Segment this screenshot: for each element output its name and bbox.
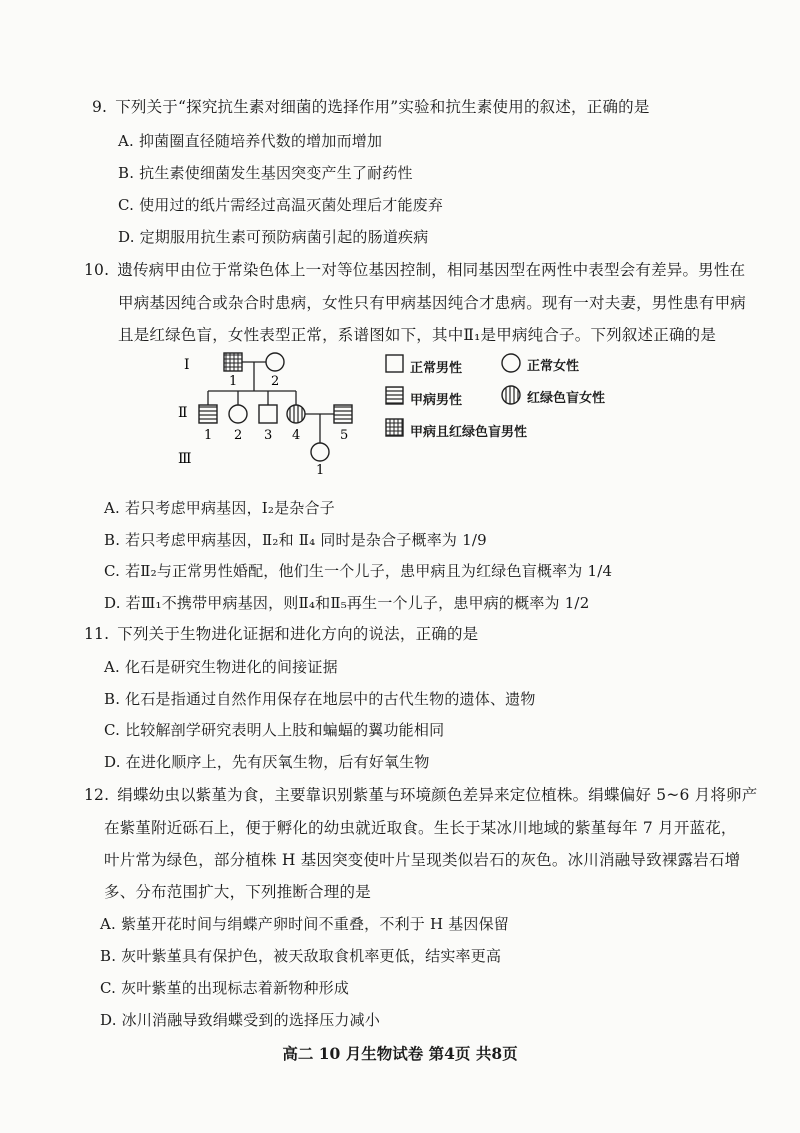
- gen1-number-2: 2: [271, 374, 280, 389]
- q9-option-d: D. 定期服用抗生素可预防病菌引起的肠道疾病: [118, 228, 429, 246]
- q11-stem-line: [84, 624, 478, 644]
- gen2-male-1: [199, 405, 217, 423]
- legend-disease-a-male: 甲病男性: [410, 393, 463, 408]
- gen2-number-5: 5: [340, 428, 349, 443]
- legend-normal-male: 正常男性: [410, 361, 463, 376]
- q10-option-c: C. 若Ⅱ₂与正常男性婚配，他们生一个儿子，患甲病且为红绿色盲概率为 1/4: [104, 562, 613, 580]
- q10-stem-line-2: 甲病基因纯合或杂合时患病，女性只有甲病基因纯合才患病。现有一对夫妻，男性患有甲病: [118, 294, 747, 312]
- q10-number: 10.: [84, 261, 110, 279]
- q9-option-b: B. 抗生素使细菌发生基因突变产生了耐药性: [118, 164, 413, 182]
- q10-stem-line-3: 且是红绿色盲，女性表型正常，系谱图如下，其中Ⅱ₁是甲病纯合子。下列叙述正确的是: [118, 326, 717, 344]
- q9-option-a: A. 抑菌圈直径随培养代数的增加而增加: [118, 132, 383, 150]
- gen2-female-2: [229, 405, 247, 423]
- q12-option-d: D. 冰川消融导致绢蝶受到的选择压力减小: [100, 1011, 381, 1029]
- page-footer: 高二 10 月生物试卷 第4页 共8页: [282, 1044, 518, 1063]
- square-hlines-icon: [386, 387, 403, 404]
- square-empty-icon: [386, 355, 403, 372]
- q10-option-d: D. 若Ⅲ₁不携带甲病基因，则Ⅱ₄和Ⅱ₅再生一个儿子，患甲病的概率为 1/2: [104, 594, 590, 612]
- gen2-number-2: 2: [234, 428, 243, 443]
- q9-stem-line: [92, 97, 650, 117]
- q12-stem-line-3: 叶片常为绿色，部分植株 H 基因突变使叶片呈现类似岩石的灰色。冰川消融导致裸露岩石增: [104, 851, 741, 869]
- q12-option-c: C. 灰叶紫堇的出现标志着新物种形成: [100, 979, 350, 997]
- gen2-male-3: [259, 405, 277, 423]
- q9-option-c: C. 使用过的纸片需经过高温灭菌处理后才能废弃: [118, 196, 444, 214]
- gen1-number-1: 1: [229, 374, 238, 389]
- q12-stem-line-2: 在紫堇附近砾石上，便于孵化的幼虫就近取食。生长于某冰川地域的紫堇每年 7 月开蓝花，: [104, 819, 737, 837]
- legend-normal-female: 正常女性: [527, 359, 580, 374]
- gen1-male-1: [224, 353, 242, 371]
- q12-stem-line-4: 多、分布范围扩大，下列推断合理的是: [104, 883, 371, 901]
- q10-option-a: A. 若只考虑甲病基因，Ⅰ₂是杂合子: [104, 499, 335, 517]
- gen3-number-1: 1: [316, 463, 325, 475]
- q11-option-d: D. 在进化顺序上，先有厌氧生物，后有好氧生物: [104, 753, 430, 771]
- circle-empty-icon: [502, 354, 520, 372]
- pedigree-diagram: [0, 345, 800, 475]
- q11-stem: 下列关于生物进化证据和进化方向的说法，正确的是: [117, 625, 479, 643]
- generation-label-3: Ⅲ: [178, 451, 192, 467]
- q10-stem-line-1: 10. 遗传病甲由位于常染色体上一对等位基因控制，相同基因型在两性中表型会有差异。男性在: [84, 261, 746, 279]
- q12-number: 12.: [84, 786, 110, 804]
- q10-option-b: B. 若只考虑甲病基因，Ⅱ₂和 Ⅱ₄ 同时是杂合子概率为 1/9: [104, 531, 487, 549]
- q12-option-a: A. 紫堇开花时间与绢蝶产卵时间不重叠，不利于 H 基因保留: [100, 915, 509, 933]
- gen2-number-3: 3: [264, 428, 273, 443]
- gen2-number-4: 4: [292, 428, 301, 443]
- q12-stem-line-1: 12. 绢蝶幼虫以紫堇为食，主要靠识别紫堇与环境颜色差异来定位植株。绢蝶偏好 5~6 月将卵产: [84, 786, 758, 804]
- q12-option-b: B. 灰叶紫堇具有保护色，被天敌取食机率更低，结实率更高: [100, 947, 502, 965]
- q11-option-a: A. 化石是研究生物进化的间接证据: [104, 658, 338, 676]
- q11-option-c: C. 比较解剖学研究表明人上肢和蝙蝠的翼功能相同: [104, 721, 445, 739]
- gen2-female-4: [287, 405, 305, 423]
- gen1-female-2: [266, 353, 284, 371]
- q11-number: 11.: [84, 625, 110, 643]
- q11-option-b: B. 化石是指通过自然作用保存在地层中的古代生物的遗体、遗物: [104, 690, 536, 708]
- q9-stem: 下列关于“探究抗生素对细菌的选择作用”实验和抗生素使用的叙述，正确的是: [115, 98, 650, 116]
- gen2-male-5: [334, 405, 352, 423]
- circle-vlines-icon: [502, 386, 520, 404]
- generation-label-1: Ⅰ: [184, 357, 190, 373]
- gen3-female-1: [311, 443, 329, 461]
- legend-colorblind-female: 红绿色盲女性: [527, 391, 606, 406]
- gen2-number-1: 1: [204, 428, 213, 443]
- generation-label-2: Ⅱ: [178, 405, 188, 421]
- legend-disease-colorblind-male: 甲病且红绿色盲男性: [410, 425, 528, 440]
- q9-number: 9.: [92, 98, 108, 116]
- square-grid-icon: [386, 419, 403, 436]
